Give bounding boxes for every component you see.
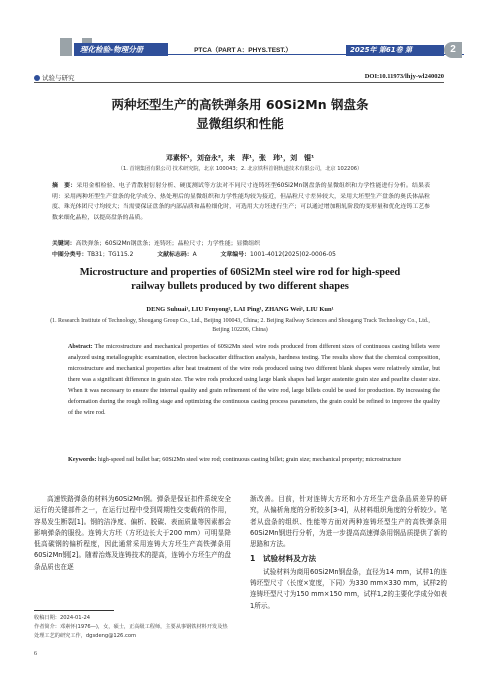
en-title-line-1: Microstructure and properties of 60Si2Mn steel wire rod for high-speed — [79, 267, 401, 278]
en-abstract-text: The microstructure and mechanical properties of 60Si2Mn steel wire rods produced from different sizes of continuous casting billets were analyzed using metallographic examination, electron backscatter diffraction analysis, hardness testing. The results show that the chemical composition, microstructure and mechanical properties after heat treatment of the wire rods produced using two different blank shapes were relatively similar, but there was a significant difference in grain size. The wire rods produced using large blank shapes had larger austenite grain size and pearlite cluster size. When it was necessary to ensure the internal quality and grain refinement of the wire rod, large billets could be used for production. By increasing the deformation during the rough rolling stage and optimizing the continuous casting process parameters, the grain could be refined to improve the quality of the wire rod. — [68, 344, 440, 416]
en-abstract-label: Abstract: — [68, 344, 93, 350]
en-abstract — [68, 342, 440, 419]
cn-keywords-text: 高铁弹条；60Si2Mn钢盘条；连铸坯；晶粒尺寸；力学性能；显微组织 — [75, 241, 261, 247]
en-keywords-label: Keywords: — [68, 457, 97, 463]
section-1-heading: 1 试验材料及方法 — [250, 554, 317, 564]
intro-paragraph: 高速铁路弹条的材料为60Si2Mn钢。弹条是保证扣件系统安全运行的关键部件之一，在运行过程中受到周期性交变载荷的作用，容易发生断裂[1]。钢的洁净度、偏析、脱碳、表面质量等因素都会影响弹条的服役。连铸大方坯（方坯边长大于200 mm）可明显降低高碳钢的偏析程度，因此通常采用连铸大方坯生产高铁弹条用60Si2Mn钢[2]。随着治炼及连铸技术的提高，连铸小方坯生产的盘条品质也在逐 — [34, 495, 231, 571]
body-column-left — [34, 494, 231, 573]
body-column-right — [250, 494, 447, 612]
journal-abbrev: PTCA（PART A：PHYS.TEST.） — [194, 47, 292, 54]
en-keywords-text: high-speed rail bullet bar; 60Si2Mn steel wire rod; continuous casting billet; grain size; mechanical property; microstructure — [97, 457, 402, 463]
doi: DOI:10.11973/lhjy-wl240020 — [364, 73, 444, 80]
cn-abstract-text: 采用金相检验、电子背散射衍射分析、硬度测试等方法对不同尺寸连铸坯型60Si2Mn钢盘条的显微组织和力学性能进行分析。结果表明：采用两种坯型生产盘条的化学成分、热处理后的显微组织和力学性能均较为接近，但晶粒尺寸差异较大，采用大坯型生产盘条的奥氏体晶粒度、珠光体团尺寸均较大；当需要保证盘条的内部品质和晶粒细化时，可选用大方坯进行生产；可以通过增加粗轧阶段的变形量和优化连铸工艺参数来细化晶粒，以提高盘条的品质。 — [52, 183, 431, 221]
footnote-rule — [34, 610, 114, 611]
doc-code-item — [157, 249, 196, 258]
top-rule — [34, 82, 444, 83]
cn-affiliation: （1. 首钢集团有限公司 技术研究院，北京 100043；2. 北京铁科首钢轨道技术有限公司，北京 102206） — [117, 166, 363, 172]
received-date: 收稿日期：2024-01-24 — [34, 615, 91, 621]
article-no-item — [221, 249, 336, 258]
volume-issue: 2025年 第61卷 第 — [350, 46, 413, 54]
cn-title — [40, 95, 440, 133]
article-no-value: 1001-4012(2025)02-0006-05 — [249, 252, 336, 258]
article-no-label: 文章编号： — [220, 252, 250, 258]
issue-number: 2 — [450, 44, 456, 55]
doc-code-label: 文献标志码： — [157, 252, 193, 258]
author-intro: 作者简介：邓素怀(1976—)，女，硕士，正高级工程师，主要从事钢铁材料开发及热处理工艺的研究工作，dgsdeng@126.com — [34, 623, 228, 639]
en-keywords — [68, 455, 440, 466]
cn-abstract-label: 摘 要： — [52, 183, 77, 189]
cn-abstract — [52, 181, 430, 223]
en-title-line-2: railway bullets produced by two different shapes — [131, 281, 349, 292]
doc-code-value: A — [192, 252, 197, 258]
en-affiliation: (1. Research Institute of Technology, Shougang Group Co., Ltd., Beijing 100043, China; 2. Beijing Railway Sciences and Shougang Track Technology Co., Ltd., Beijing 102206, China) — [50, 318, 430, 334]
clc-label: 中图分类号： — [52, 252, 88, 258]
clc-item — [52, 249, 133, 258]
cn-title-line-2: 显微组织和性能 — [196, 116, 284, 131]
cn-keywords-label: 关键词： — [52, 241, 76, 247]
section-label: 试验与研究 — [42, 74, 75, 82]
en-title — [40, 266, 440, 294]
section-tag — [34, 73, 75, 82]
en-authors: DENG Suhuai¹, LIU Fenyong², LAI Ping¹, ZHANG Wei¹, LIU Kun¹ — [146, 306, 334, 313]
journal-title: 理化检验-物理分册 — [80, 45, 144, 54]
section-1-paragraph: 试验材料为商用60Si2Mn钢盘条，直径为14 mm，试样1的连铸坯型尺寸（长度×宽度，下同）为330 mm×330 mm，试样2的连铸坯型尺寸为150 mm×150 mm，试样1,2的主要化学成分如表1所示。 — [250, 567, 447, 610]
cn-authors: 邓素怀¹，刘奋永²，来 萍¹，张 玮¹，刘 锟¹ — [165, 154, 315, 162]
section-dot-icon — [34, 75, 40, 81]
page-number: 6 — [34, 651, 37, 657]
clc-value: TB31；TG115.2 — [87, 252, 134, 258]
intro-paragraph-continued: 渐改善。目前，针对连铸大方坯和小方坯生产盘条品质差异的研究，从偏析角度的分析较多[3-4]，从材料组织角度的分析较少。笔者从盘条的组织、性能等方面对两种连铸坯型生产的高铁弹条用60Si2Mn钢进行分析，为进一步提高高速弹条用钢品质提供了新的思路和方法。 — [250, 495, 447, 549]
cn-keywords — [52, 238, 430, 247]
cn-classification — [52, 249, 430, 258]
footnote — [34, 614, 230, 640]
cn-title-line-1: 两种坯型生产的高铁弹条用 60Si2Mn 钢盘条 — [111, 97, 369, 112]
running-header — [0, 0, 480, 62]
